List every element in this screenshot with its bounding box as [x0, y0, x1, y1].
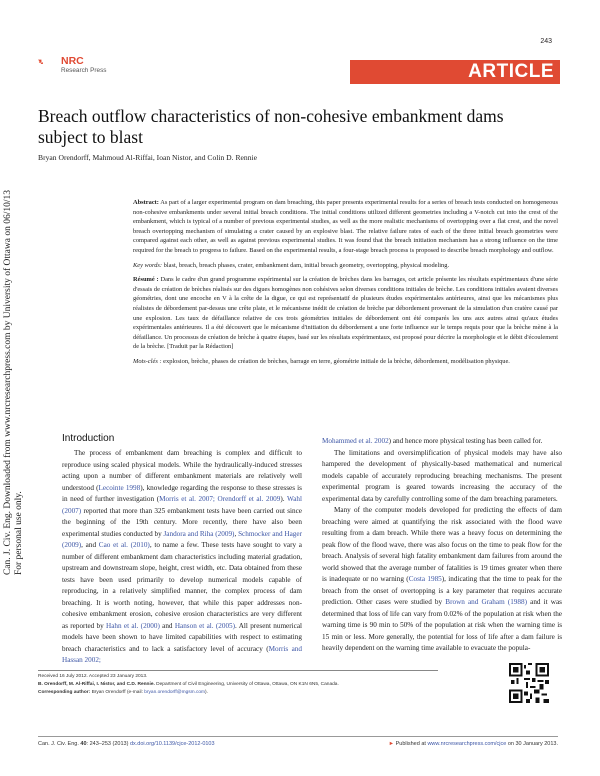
- download-notice: [3, 190, 25, 575]
- qr-code-icon: [509, 663, 549, 703]
- citation-link[interactable]: Brown and Graham (1988): [445, 598, 527, 606]
- paragraph-2: The limitations and oversimplification of physical models may have also hampered the development of physically-based mathematical and numerical models capable of accurately reproducing breaching mechanisms. The present experimental program is geared towards increasing the accuracy of the experimental data by carefully controlling some of the dam breaching parameters.: [322, 448, 562, 503]
- column-right: [322, 436, 562, 655]
- column-left: [62, 448, 302, 667]
- citation-link[interactable]: Schmocker and Hager (2009): [62, 529, 302, 549]
- abstract-block: [133, 198, 558, 372]
- download-notice-line2: For personal use only.: [14, 491, 24, 576]
- paragraph-continued: Mohammed et al. 2002) and hence more physical testing has been called for.: [322, 437, 543, 445]
- received-dates: Received 16 July 2012. Accepted 23 January 2013.: [38, 674, 148, 679]
- doi-link[interactable]: dx.doi.org/10.1139/cjce-2012-0103: [129, 741, 215, 747]
- footer-rule: [38, 736, 558, 737]
- published-marker-icon: ►: [388, 741, 396, 747]
- citation-link[interactable]: Jandora and Riha (2009): [163, 529, 235, 538]
- footnote-rule: [38, 670, 438, 671]
- download-notice-line1: Can. J. Civ. Eng. Downloaded from www.nrcresearchpress.com by University of Ottawa on 06/10/13: [3, 190, 13, 576]
- citation-link[interactable]: Lecointe 1998: [98, 483, 141, 492]
- email-link[interactable]: bryan.orendorff@mgsm.com: [144, 690, 206, 695]
- corresponding-author: Corresponding author: Bryan Orendorff (e-mail: bryan.orendorff@mgsm.com).: [38, 690, 208, 695]
- motscles: Mots-clés : explosion, brèche, phases de création de brèches, barrage en terre, géométrie initiale de la brèche, débordement, modélisation physique.: [133, 357, 510, 365]
- publisher-sub: Research Press: [61, 67, 107, 74]
- authors: Bryan Orendorff, Mahmoud Al-Riffai, Ioan Nistor, and Colin D. Rennie: [38, 153, 257, 162]
- page-title: Breach outflow characteristics of non-cohesive embankment dams subject to blast: [38, 106, 504, 147]
- citation-link[interactable]: Mohammed et al. 2002: [322, 437, 389, 445]
- publisher-name: NRC: [61, 55, 84, 67]
- page-number: 243: [540, 38, 552, 45]
- footnotes: [38, 670, 458, 697]
- intro-heading: Introduction: [62, 433, 115, 444]
- intro-paragraph-1: The process of embankment dam breaching is complex and difficult to reproduce using scaled physical models. While the hydraulically-induced stresses acting upon a number of different embankment materials are relatively well understood (Lecointe 1998), knowledge regarding the response to these stresses is in need of further investigation (Morris et al. 2007; Orendorff et al. 2009). Wahl (2007) reported that more than 325 embankment tests have been carried out since the beginning of the 19th century. More recently, there have also been experimental studies conducted by Jandora and Riha (2009), Schmocker and Hager (2009), and Cao et al. (2010), to name a few. These tests have sought to vary a number of different embankment dam characteristics including material gradation, upstream and downstream slope, height, crest width, etc. Data obtained from these tests have been used primarily to develop numerical models capable of reproducing, in a relatively simplified manner, the complex process of dam breaching. It is worth noting, however, that while this paper addresses non-cohesive embankment erosion, cohesive erosion characteristics are very different as reported by Hahn et al. (2000) and Hanson et al. (2005). All present numerical models have been shown to have limited capabilities with respect to estimating breach characteristics and to lack a satisfactory level of accuracy (Morris and Hassan 2002;: [62, 449, 303, 664]
- citation-link[interactable]: Hahn et al. (2000): [106, 621, 160, 630]
- citation-link[interactable]: Morris and Hassan 2002;: [62, 644, 302, 664]
- abstract: Abstract: As part of a larger experimental program on dam breaching, this paper presents experimental results for a series of breach tests conducted on homogeneous non-cohesive embankments under several initial breach conditions. The initial conditions utilized different geometries including a V-notch cut into the crest of the embankment, which is typical of a number of previous experimental studies, as well as the more realistic mechanisms of overtopping over a flat crest, and the novel breach overtopping mechanism of simulating a crater caused by an explosive blast. The relative failure rates of each of the three initial breach geometries were compared against each other, as well as against previous experimental studies. It was found that the breach initiation mechanism has a strong influence on the time required for the breach to progress to failure. Based on the experimental results, a four-stage breach process is proposed to describe breach morphology and outflow.: [133, 199, 558, 254]
- citation-link[interactable]: Cao et al. (2010): [98, 541, 150, 549]
- journal-link[interactable]: www.nrcresearchpress.com/cjce: [427, 741, 507, 747]
- citation: Can. J. Civ. Eng. 40: 243–253 (2013) dx.doi.org/10.1139/cjce-2012-0103: [38, 741, 215, 747]
- affiliations: B. Orendorff, M. Al-Riffai, I. Nistor, and C.D. Rennie. Department of Civil Engineering, University of Ottawa, Ottawa, ON K1N 6N5, Canada.: [38, 682, 339, 687]
- citation-link[interactable]: Hanson et al. (2005): [174, 621, 236, 630]
- paragraph-3: Many of the computer models developed for predicting the effects of dam breaching were aimed at quantifying the risk associated with the flood wave resulting from a dam breach. While there was a heavy focus on determining the peak flow of the flood wave, there was also focus on the time to peak flow for the breach. Analysis of several high fatality embankment dam failures from around the world showed that the average number of fatalities is 19 times greater when there is inadequate or no warning (Costa 1985), indicating that the time to peak for the breach from the onset of overtopping is a key parameter that requires accurate prediction. Other cases were studied by Brown and Graham (1988) and it was determined that loss of life can vary from 0.02% of the population at risk when the warning time is 90 min to 50% of the population at risk when the warning time is 15 min or less. More generally, the potential for loss of life after a dam failure is heavily dependent on the warning time available to evacuate the popula-: [322, 506, 563, 652]
- nrc-logo-icon: [38, 52, 60, 74]
- published-info: ► Published at www.nrcresearchpress.com/cjce on 30 January 2013.: [388, 741, 558, 747]
- article-label: ARTICLE: [350, 60, 560, 84]
- resume: Résumé : Dans le cadre d'un grand programme expérimental sur la création de brèches dans les barrages, cet article présente les résultats expérimentaux d'une série d'essais de création de brèches réalisés sur des digues homogènes non cohésives selon diverses conditions initiales de brèche. Les conditions initiales avaient diverses géométries, dont une encoche en V à la crête de la digue, ce qui est représentatif de plusieurs études expérimentales antérieures, ainsi que les mécanismes plus réalistes de débordement par-dessus une crête plate, et le mécanisme inédit de création de brèche par débordement provenant de la simulation d'un cratère causé par une explosion. Les taux de défaillance relative de ces trois géométries initiales de débordement ont été comparés les uns aux autres ainsi qu'aux études expérimentales antérieures. Il a été découvert que le mécanisme d'initiation du débordement a une forte influence sur le temps requis pour que la brèche mène à la défaillance. Un processus de création de brèche à quatre étapes, basé sur les résultats expérimentaux, est proposé pour décrire la morphologie et le débit d'écoulement de la brèche. [Traduit par la Rédaction]: [133, 276, 558, 351]
- citation-link[interactable]: Wahl (2007): [62, 495, 302, 515]
- keywords: Key words: blast, breach, breach phases, crater, embankment dam, initial breach geometry, overtopping, physical modeling.: [133, 261, 450, 269]
- citation-link[interactable]: Costa 1985: [408, 575, 442, 583]
- citation-link[interactable]: Morris et al. 2007; Orendorff et al. 2009: [159, 495, 281, 503]
